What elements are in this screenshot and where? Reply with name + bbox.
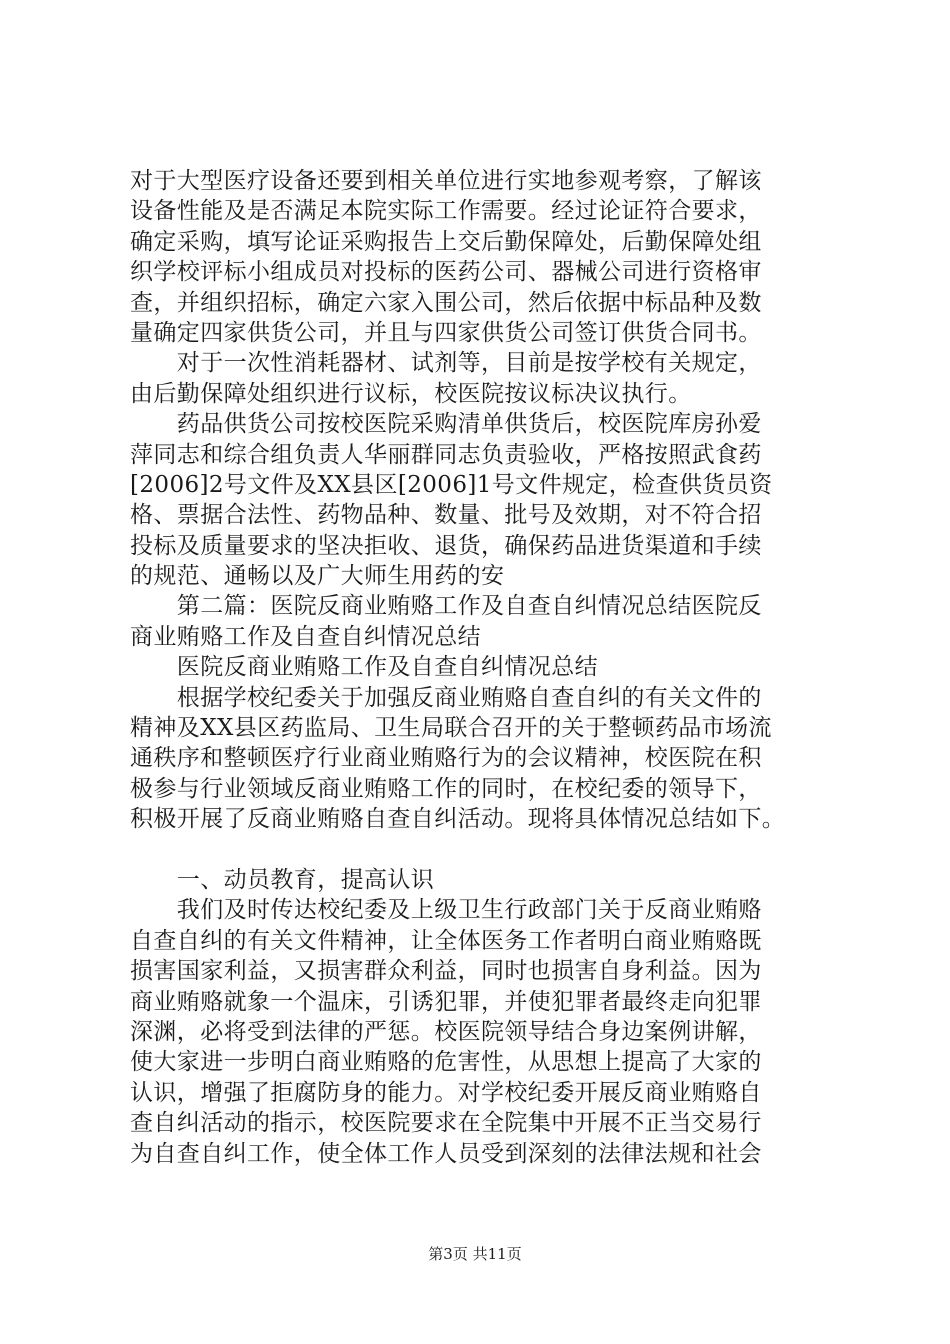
text-line: 由后勤保障处组织进行议标，校医院按议标决议执行。 bbox=[130, 380, 692, 407]
text-line: 根据学校纪委关于加强反商业贿赂自查自纠的有关文件的 bbox=[130, 684, 762, 711]
document-title-line: 医院反商业贿赂工作及自查自纠情况总结 bbox=[130, 654, 598, 681]
text-line: 查，并组织招标，确定六家入围公司，然后依据中标品种及数 bbox=[130, 289, 762, 316]
text-line: 投标及质量要求的坚决拒收、退货，确保药品进货渠道和手续 bbox=[130, 532, 762, 559]
text-line: 为自查自纠工作，使全体工作人员受到深刻的法律法规和社会 bbox=[130, 1140, 762, 1167]
page-number-footer: 第3页 共11页 bbox=[428, 1245, 522, 1263]
text-line: 精神及XX县区药监局、卫生局联合召开的关于整顿药品市场流 bbox=[130, 715, 772, 742]
document-body bbox=[130, 166, 840, 1169]
text-line: 设备性能及是否满足本院实际工作需要。经过论证符合要求， bbox=[130, 198, 762, 225]
text-line: 极参与行业领域反商业贿赂工作的同时，在校纪委的领导下， bbox=[130, 775, 762, 802]
text-line: 我们及时传达校纪委及上级卫生行政部门关于反商业贿赂 bbox=[130, 897, 762, 924]
text-line: 的规范、通畅以及广大师生用药的安 bbox=[130, 563, 505, 590]
text-line: 商业贿赂就象一个温床，引诱犯罪，并使犯罪者最终走向犯罪 bbox=[130, 988, 762, 1015]
text-line: 格、票据合法性、药物品种、数量、批号及效期，对不符合招 bbox=[130, 502, 762, 529]
text-line: 查自纠活动的指示，校医院要求在全院集中开展不正当交易行 bbox=[130, 1110, 762, 1137]
subheading-line: 一、动员教育，提高认识 bbox=[130, 866, 435, 893]
text-line: 通秩序和整顿医疗行业商业贿赂行为的会议精神，校医院在积 bbox=[130, 745, 762, 772]
text-line: 量确定四家供货公司，并且与四家供货公司签订供货合同书。 bbox=[130, 319, 762, 346]
text-line: 使大家进一步明白商业贿赂的危害性，从思想上提高了大家的 bbox=[130, 1049, 762, 1076]
text-line: 药品供货公司按校医院采购清单供货后，校医院库房孙爱 bbox=[130, 411, 762, 438]
text-line: 积极开展了反商业贿赂自查自纠活动。现将具体情况总结如下。 bbox=[130, 806, 786, 833]
text-line: 认识，增强了拒腐防身的能力。对学校纪委开展反商业贿赂自 bbox=[130, 1079, 762, 1106]
text-line: 自查自纠的有关文件精神，让全体医务工作者明白商业贿赂既 bbox=[130, 927, 762, 954]
blank-line bbox=[130, 835, 840, 865]
section-heading-line: 第二篇：医院反商业贿赂工作及自查自纠情况总结医院反 bbox=[130, 593, 762, 620]
text-line: 对于一次性消耗器材、试剂等，目前是按学校有关规定， bbox=[130, 350, 762, 377]
text-line: 确定采购，填写论证采购报告上交后勤保障处，后勤保障处组 bbox=[130, 228, 762, 255]
text-line: [2006]2号文件及XX县区[2006]1号文件规定，检查供货员资 bbox=[130, 471, 773, 498]
text-line: 损害国家利益，又损害群众利益，同时也损害自身利益。因为 bbox=[130, 958, 762, 985]
text-line: 深渊，必将受到法律的严惩。校医院领导结合身边案例讲解， bbox=[130, 1018, 762, 1045]
section-heading-line: 商业贿赂工作及自查自纠情况总结 bbox=[130, 623, 481, 650]
text-line: 织学校评标小组成员对投标的医药公司、器械公司进行资格审 bbox=[130, 259, 762, 286]
text-line: 萍同志和综合组负责人华丽群同志负责验收，严格按照武食药 bbox=[130, 441, 762, 468]
text-line: 对于大型医疗设备还要到相关单位进行实地参观考察，了解该 bbox=[130, 168, 762, 194]
